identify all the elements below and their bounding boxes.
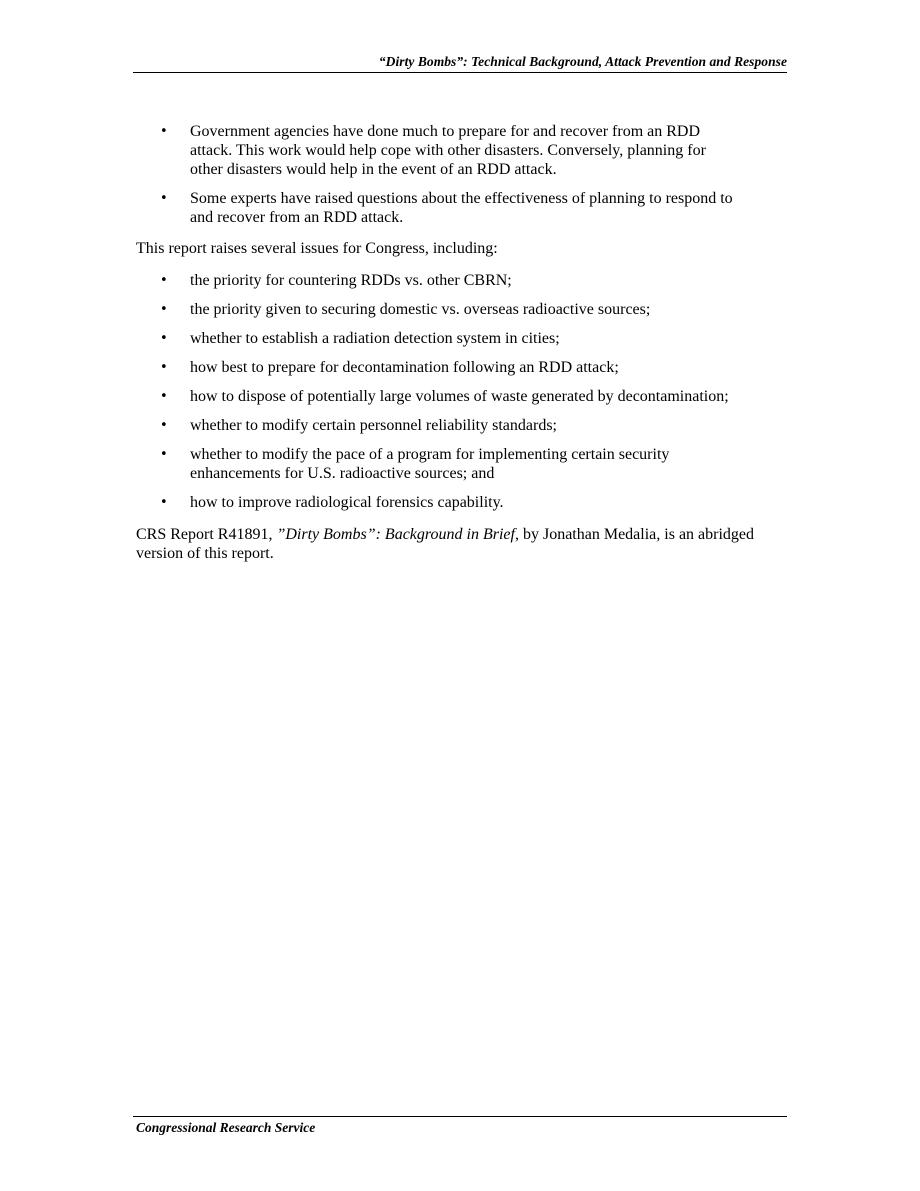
bullet-icon: • — [160, 360, 168, 375]
cited-report-title: ”Dirty Bombs”: Background in Brief — [276, 526, 515, 543]
issues-bullet-list — [136, 271, 781, 512]
bullet-icon: • — [160, 273, 168, 288]
list-item — [136, 300, 735, 319]
running-header: “Dirty Bombs”: Technical Background, Attack Prevention and Response — [378, 54, 787, 69]
summary-bullet-list — [136, 122, 781, 227]
list-item-text: Some experts have raised questions about the effectiveness of planning to respond to and recover from an RDD attack. — [190, 190, 733, 226]
list-item-text: the priority for countering RDDs vs. other CBRN; — [190, 272, 512, 289]
list-item-text: whether to establish a radiation detection system in cities; — [190, 330, 560, 347]
list-item — [136, 387, 735, 406]
list-item-text: Government agencies have done much to prepare for and recover from an RDD attack. This work would help cope with other disasters. Conversely, planning for other disasters would help in the event of an RDD attack. — [190, 123, 706, 178]
list-item-text: whether to modify the pace of a program for implementing certain security enhancements for U.S. radioactive sources; and — [190, 446, 670, 482]
closing-paragraph — [136, 525, 781, 563]
bullet-icon: • — [160, 447, 168, 462]
list-item — [136, 329, 735, 348]
intro-paragraph: This report raises several issues for Congress, including: — [136, 240, 498, 257]
list-item — [136, 358, 735, 377]
bullet-icon: • — [160, 418, 168, 433]
list-item — [136, 189, 735, 227]
bullet-icon: • — [160, 302, 168, 317]
closing-comma: , — [656, 526, 661, 543]
page-content — [136, 122, 781, 563]
bullet-icon: • — [160, 389, 168, 404]
list-item — [136, 122, 735, 179]
header-rule — [133, 72, 787, 73]
list-item — [136, 445, 735, 483]
list-item-text: how to improve radiological forensics capability. — [190, 494, 504, 511]
bullet-icon: • — [160, 331, 168, 346]
closing-prefix: CRS Report R41891, — [136, 526, 277, 543]
bullet-icon: • — [160, 191, 168, 206]
list-item-text: whether to modify certain personnel reliability standards; — [190, 417, 557, 434]
bullet-icon: • — [160, 495, 168, 510]
closing-suffix: is an abridged version of this report. — [136, 526, 755, 562]
running-footer: Congressional Research Service — [136, 1120, 316, 1135]
footer-rule — [133, 1116, 787, 1117]
list-item-text: how to dispose of potentially large volumes of waste generated by decontamination; — [190, 388, 729, 405]
list-item — [136, 493, 735, 512]
list-item-text: how best to prepare for decontamination following an RDD attack; — [190, 359, 619, 376]
closing-author: , by Jonathan Medalia — [514, 526, 657, 543]
bullet-icon: • — [160, 124, 168, 139]
list-item — [136, 271, 735, 290]
list-item — [136, 416, 735, 435]
list-item-text: the priority given to securing domestic vs. overseas radioactive sources; — [190, 301, 651, 318]
